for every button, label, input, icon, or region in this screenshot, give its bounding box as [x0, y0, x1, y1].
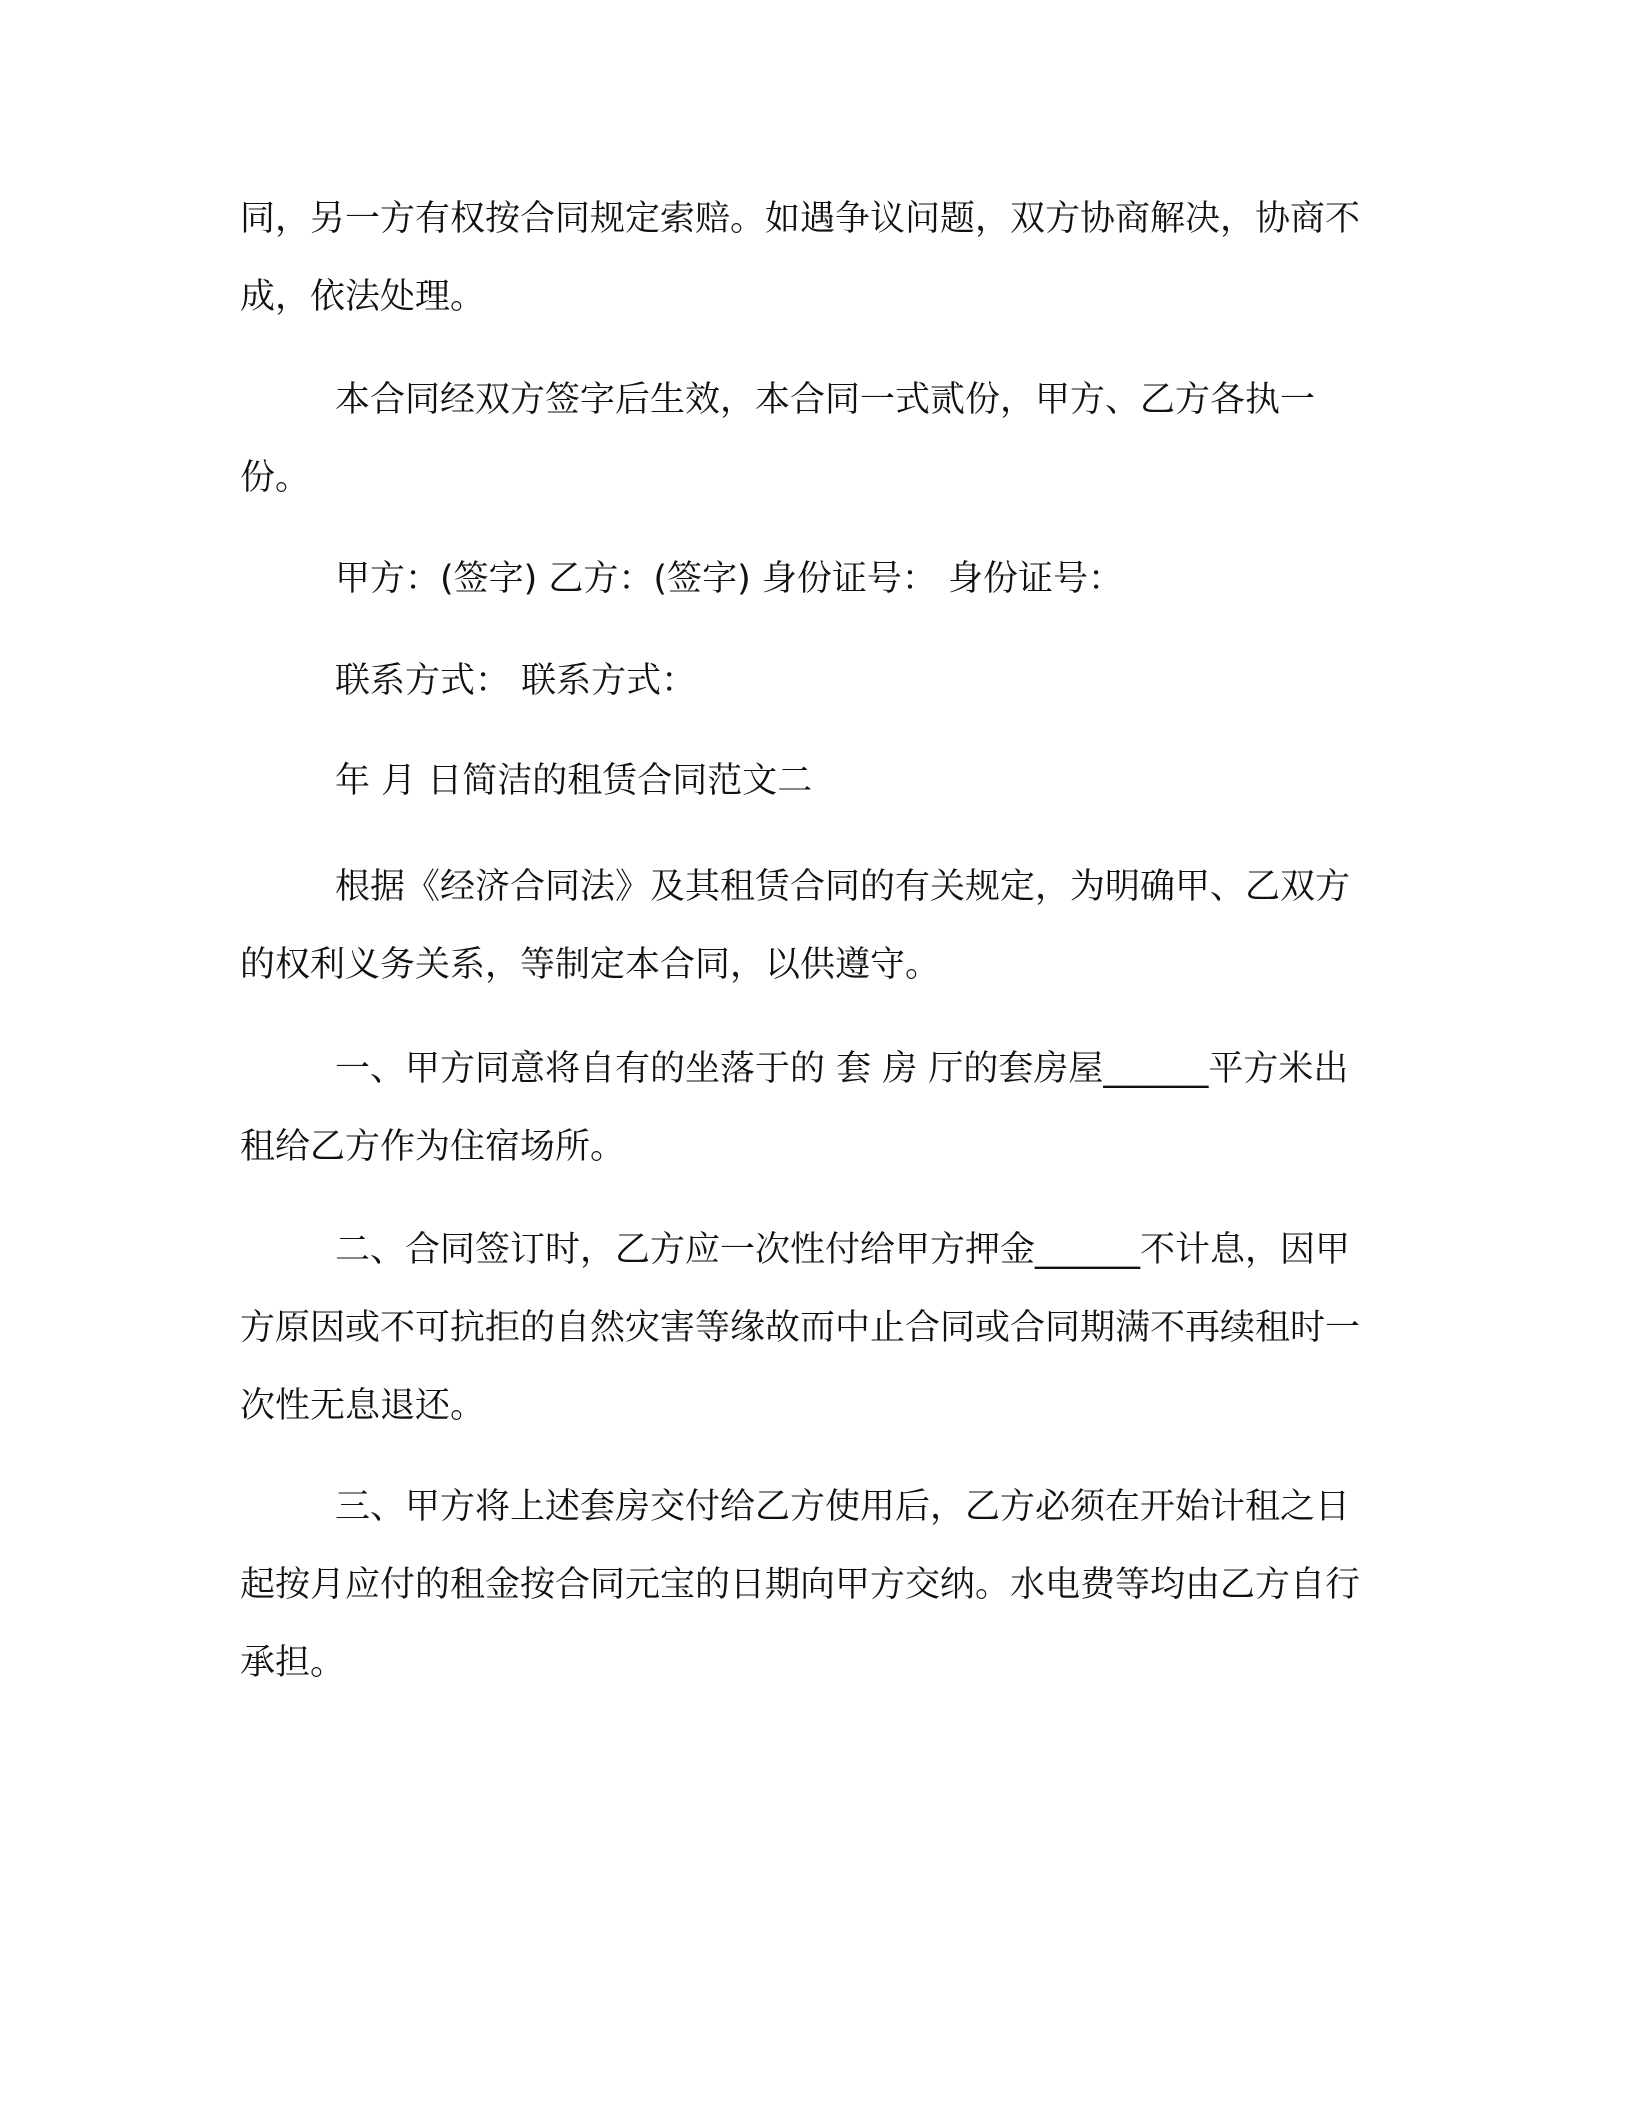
paragraph-preamble: 根据《经济合同法》及其租赁合同的有关规定，为明确甲、乙双方的权利义务关系，等制定本合同，以供遵守。: [240, 867, 1351, 985]
paragraph-clause-3: 三、甲方将上述套房交付给乙方使用后，乙方必须在开始计租之日起按月应付的租金按合同元宝的日期向甲方交纳。水电费等均由乙方自行承担。: [240, 1487, 1361, 1683]
paragraph-signatures: 甲方：(签字) 乙方：(签字) 身份证号： 身份证号：: [335, 559, 1123, 599]
paragraph-effective-clause: 本合同经双方签字后生效，本合同一式贰份，甲方、乙方各执一份。: [240, 380, 1316, 498]
paragraph-contact: 联系方式： 联系方式：: [335, 661, 697, 701]
paragraph-clause-2: 二、合同签订时，乙方应一次性付给甲方押金______不计息，因甲方原因或不可抗拒的自然灾害等缘故而中止合同或合同期满不再续租时一次性无息退还。: [240, 1230, 1361, 1426]
paragraph-dispute-clause: 同，另一方有权按合同规定索赔。如遇争议问题，双方协商解决，协商不成，依法处理。: [240, 199, 1361, 317]
paragraph-date-title: 年 月 日简洁的租赁合同范文二: [335, 761, 813, 801]
paragraph-clause-1: 一、甲方同意将自有的坐落于的 套 房 厅的套房屋______平方米出租给乙方作为住宿场所。: [240, 1049, 1349, 1167]
